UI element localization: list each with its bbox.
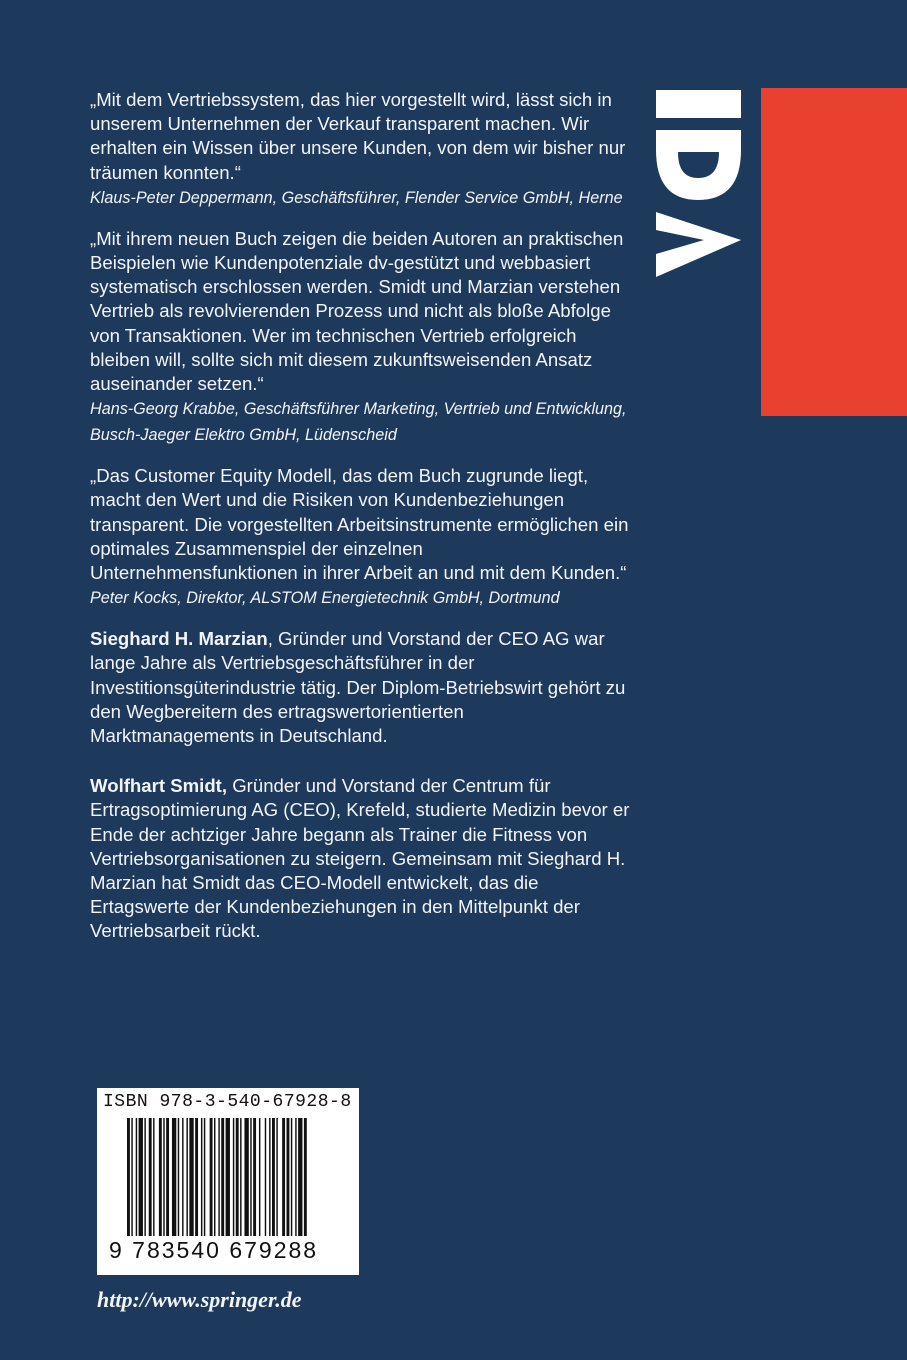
- barcode-bar: [287, 1118, 290, 1236]
- barcode-bar: [226, 1118, 230, 1236]
- quote-text: „Das Customer Equity Modell, das dem Buch zugrunde liegt, macht den Wert und die Risiken von Kundenbeziehungen transparent. Die vorgestellten Arbeitsinstrumente ermöglichen ein optimales Zusammenspiel der einzelnen Unternehmensfunktionen in ihrer Arbeit an und mit dem Kunden.“: [90, 465, 629, 584]
- barcode-bar: [221, 1118, 224, 1236]
- barcode-digits: 9 783540 679288: [109, 1237, 319, 1263]
- barcode-bar: [201, 1118, 202, 1236]
- barcode-bar: [214, 1118, 215, 1236]
- barcode-bar: [131, 1118, 132, 1236]
- author-name: Wolfhart Smidt,: [90, 775, 228, 797]
- barcode-bar: [149, 1118, 152, 1236]
- back-cover-text: [90, 88, 630, 944]
- barcode-bar: [166, 1118, 169, 1236]
- barcode-bar: [259, 1118, 260, 1236]
- barcode-bar: [236, 1118, 239, 1236]
- barcode-bar: [298, 1118, 302, 1236]
- red-accent-band: [761, 88, 907, 416]
- barcode-bar: [304, 1118, 307, 1236]
- barcode-bar: [163, 1118, 164, 1236]
- isbn-label: ISBN 978-3-540-67928-8: [103, 1092, 352, 1112]
- barcode-bar: [182, 1118, 183, 1236]
- barcode-bar: [144, 1118, 145, 1236]
- barcode-bar: [159, 1118, 162, 1236]
- barcode-bar: [139, 1118, 143, 1236]
- barcode-bar: [186, 1118, 187, 1236]
- barcode-bar: [189, 1118, 193, 1236]
- barcode-bar: [172, 1118, 176, 1236]
- barcode-bar: [269, 1118, 270, 1236]
- barcode-bar: [253, 1118, 256, 1236]
- barcode-bar: [295, 1118, 296, 1236]
- barcode-bar: [178, 1118, 179, 1236]
- barcode-bar: [127, 1118, 130, 1236]
- barcode-bars: [127, 1118, 355, 1236]
- author-bio: [90, 774, 630, 943]
- barcode-bar: [250, 1118, 251, 1236]
- barcode-bar: [265, 1118, 266, 1236]
- author-bio-text: Gründer und Vorstand der Centrum für Ertragsoptimierung AG (CEO), Krefeld, studierte Medizin bevor er Ende der achtziger Jahre begann als Trainer die Fitness von Vertriebsorganisationen zu steigern. Gemeinsam mit Sieghard H. Marzian hat Smidt das CEO-Modell entwickelt, das die Ertagswerte der Kundenbeziehungen in den Mittelpunkt der Vertriebsarbeit rückt.: [90, 775, 630, 942]
- vdi-logo: [656, 90, 741, 277]
- quote-attribution: Klaus-Peter Deppermann, Geschäftsführer, Flender Service GmbH, Herne: [90, 188, 623, 207]
- barcode-bar: [218, 1118, 219, 1236]
- quote-text: „Mit ihrem neuen Buch zeigen die beiden Autoren an praktischen Beispielen wie Kundenpotenziale dv-gestützt und webbasiert systematisch erschlossen werden. Smidt und Marzian verstehen Vertrieb als revolvierenden Prozess und nicht als bloße Abfolge von Transaktionen. Wer im technischen Vertrieb erfolgreich bleiben will, sollte sich mit diesem zukunftsweisenden Ansatz auseinander setzen.“: [90, 227, 624, 395]
- barcode-bar: [240, 1118, 241, 1236]
- barcode-bar: [291, 1118, 292, 1236]
- isbn-barcode: [97, 1088, 359, 1275]
- author-name: Sieghard H. Marzian: [90, 628, 268, 650]
- barcode-bar: [204, 1118, 205, 1236]
- barcode-bar: [195, 1118, 198, 1236]
- barcode-bar: [276, 1118, 277, 1236]
- barcode-bar: [282, 1118, 285, 1236]
- barcode-bar: [244, 1118, 248, 1236]
- barcode-bar: [233, 1118, 234, 1236]
- barcode-bar: [210, 1118, 213, 1236]
- quote-text: „Mit dem Vertriebssystem, das hier vorgestellt wird, lässt sich in unserem Unternehmen der Verkauf transparent machen. Wir erhalten ein Wissen über unsere Kunden, von dem wir bisher nur träumen konnten.“: [90, 89, 626, 183]
- quote-attribution: Hans-Georg Krabbe, Geschäftsführer Marketing, Vertrieb und Entwicklung, Busch-Jaeger Elektro GmbH, Lüdenscheid: [90, 400, 627, 445]
- author-bio-text: , Gründer und Vorstand der CEO AG war lange Jahre als Vertriebsgeschäftsführer in der Investitionsgüterindustrie tätig. Der Diplom-Betriebswirt gehört zu den Wegbereitern des ertragswertorientierten Marktmanagements in Deutschland.: [90, 628, 626, 747]
- barcode-bar: [272, 1118, 275, 1236]
- barcode-bar: [153, 1118, 154, 1236]
- barcode-bar: [136, 1118, 137, 1236]
- quote-attribution: Peter Kocks, Direktor, ALSTOM Energietechnik GmbH, Dortmund: [90, 589, 560, 608]
- author-bio: [90, 627, 630, 748]
- publisher-url[interactable]: http://www.springer.de: [97, 1287, 302, 1312]
